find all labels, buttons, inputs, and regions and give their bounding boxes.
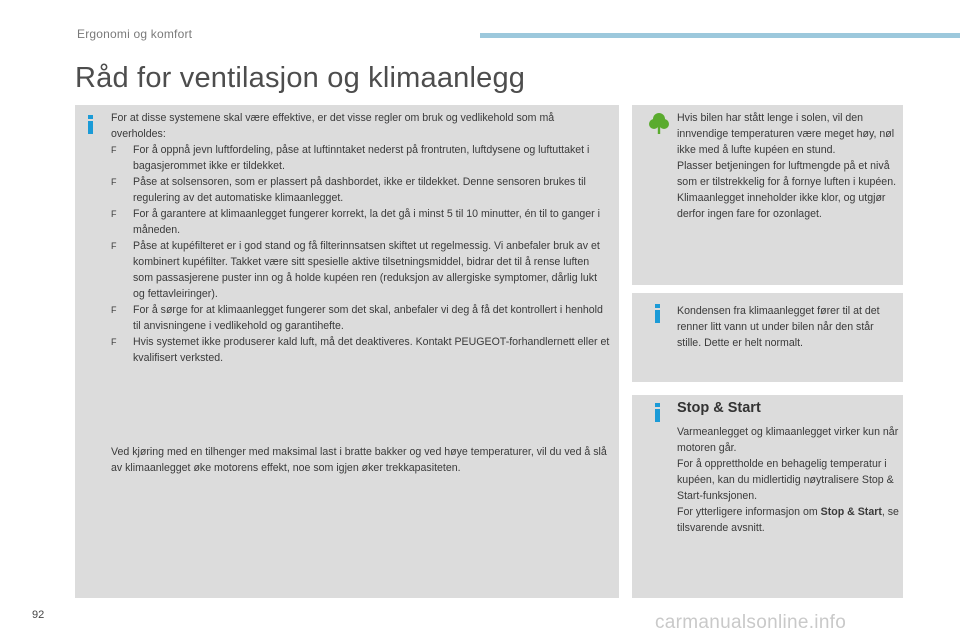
eco-tip-paragraph: Hvis bilen har stått lenge i solen, vil den innvendige temperaturen være meget høy, nøl ikke med å lufte kupéen en stund. [677,112,895,156]
bullet-text: Hvis systemet ikke produserer kald luft, må det deaktiveres. Kontakt PEUGEOT-forhandlernett eller et kvalifisert verksted. [133,336,610,364]
eco-leaf-icon [649,112,669,134]
list-item [111,206,611,238]
stop-start-paragraph: Varmeanlegget og klimaanlegget virker kun når motoren går. [677,426,899,454]
bullet-glyph: F [111,337,117,347]
main-intro: For at disse systemene skal være effektive, er det visse regler om bruk og vedlikehold som må overholdes: [111,112,555,140]
bullet-text: For å garantere at klimaanlegget fungerer korrekt, la det gå i minst 5 til 10 minutter, én til to ganger i måneden. [133,208,600,236]
bullet-glyph: F [111,145,117,155]
info-icon [655,304,660,323]
list-item [111,142,611,174]
bullet-glyph: F [111,241,117,251]
eco-tip-paragraph: Klimaanlegget inneholder ikke klor, og utgjør derfor ingen fare for ozonlaget. [677,192,886,220]
reference-bold: Stop & Start [820,506,882,518]
bullet-text: For å sørge for at klimaanlegget fungerer som det skal, anbefaler vi deg å få det kontrollert i henhold til anvisningene i vedlikehold og garantihefte. [133,304,603,332]
info-icon [88,115,93,134]
bullet-list [111,142,611,366]
list-item [111,334,611,366]
list-item [111,238,611,302]
bullet-text: Påse at kupéfilteret er i god stand og få filterinnsatsen skiftet ut regelmessig. Vi anbefaler bruk av et kombinert kupéfilter. Takket være sitt spesielle aktive tilsetningsmiddel, bidrar det til å rense luften som passasjerene puster inn og å holde kupéen ren (reduksjon av allergiske symptomer, dårlig lukt og fettavleiringer). [133,240,600,300]
stop-start-paragraph: For å opprettholde en behagelig temperatur i kupéen, kan du midlertidig nøytralisere Stop & Start-funksjonen. [677,458,894,502]
bullet-text: For å oppnå jevn luftfordeling, påse at luftinntaket nederst på frontruten, luftdysene og luftuttaket i bagasjerommet ikke er tildekket. [133,144,590,172]
page-title: Råd for ventilasjon og klimaanlegg [75,62,526,94]
stop-start-text [677,424,899,536]
bullet-glyph: F [111,209,117,219]
header-accent-bar [480,33,960,38]
reference-prefix: For ytterligere informasjon om [677,506,821,518]
stop-start-title: Stop & Start [677,400,761,416]
list-item [111,174,611,206]
eco-tip-paragraph: Plasser betjeningen for luftmengde på et nivå som er tilstrekkelig for å fornye luften i kupéen. [677,160,897,188]
header-section-label: Ergonomi og komfort [77,27,193,41]
stop-start-reference [677,504,899,536]
list-item [111,302,611,334]
trailer-note: Ved kjøring med en tilhenger med maksimal last i bratte bakker og ved høye temperaturer, vil du ved å slå av klimaanlegget øke motorens effekt, noe som igjen øker trekkapasiteten. [111,446,607,474]
condensation-text: Kondensen fra klimaanlegget fører til at det renner litt vann ut under bilen når den står stille. Dette er helt normalt. [677,305,880,349]
eco-tip-text [677,110,899,222]
info-icon [655,403,660,422]
bullet-glyph: F [111,177,117,187]
main-advice-text [111,110,611,366]
page-number: 92 [32,609,45,621]
reference-suffix: , se tilsvarende avsnitt. [677,506,899,534]
watermark: carmanualsonline.info [655,612,847,633]
bullet-text: Påse at solsensoren, som er plassert på dashbordet, ikke er tildekket. Denne sensoren brukes til regulering av det automatiske klimaanlegget. [133,176,586,204]
bullet-glyph: F [111,305,117,315]
